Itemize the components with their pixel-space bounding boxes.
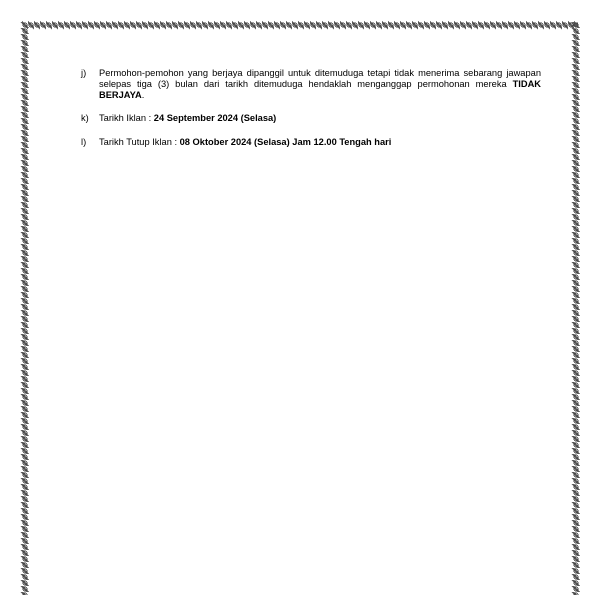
item-text: Permohon-pemohon yang berjaya dipanggil untuk ditemuduga tetapi tidak menerima sebarang jawapan selepas tiga (3) bulan dari tarikh ditemuduga hendaklah menganggap permohonan mereka xyxy=(99,68,541,89)
list-marker: j) xyxy=(81,68,87,78)
item-bold-text: 24 September 2024 (Selasa) xyxy=(153,113,277,124)
item-text: Tarikh Iklan : xyxy=(99,113,154,124)
list-content xyxy=(81,68,541,161)
list-item-k xyxy=(81,113,541,124)
item-suffix: . xyxy=(141,89,145,100)
list-marker: l) xyxy=(81,137,87,148)
item-text: Tarikh Tutup Iklan : xyxy=(99,137,180,148)
list-item-l xyxy=(81,137,541,148)
ornamental-border-left xyxy=(20,22,30,595)
item-bold-text: TIDAK BERJAYA xyxy=(99,78,541,100)
list-item-j xyxy=(81,68,541,100)
ornamental-border-right xyxy=(571,22,581,595)
item-bold-text: 08 Oktober 2024 (Selasa) Jam 12.00 Tengah hari xyxy=(179,137,392,148)
list-marker: k) xyxy=(81,113,89,124)
ornamental-border-top xyxy=(22,20,578,30)
